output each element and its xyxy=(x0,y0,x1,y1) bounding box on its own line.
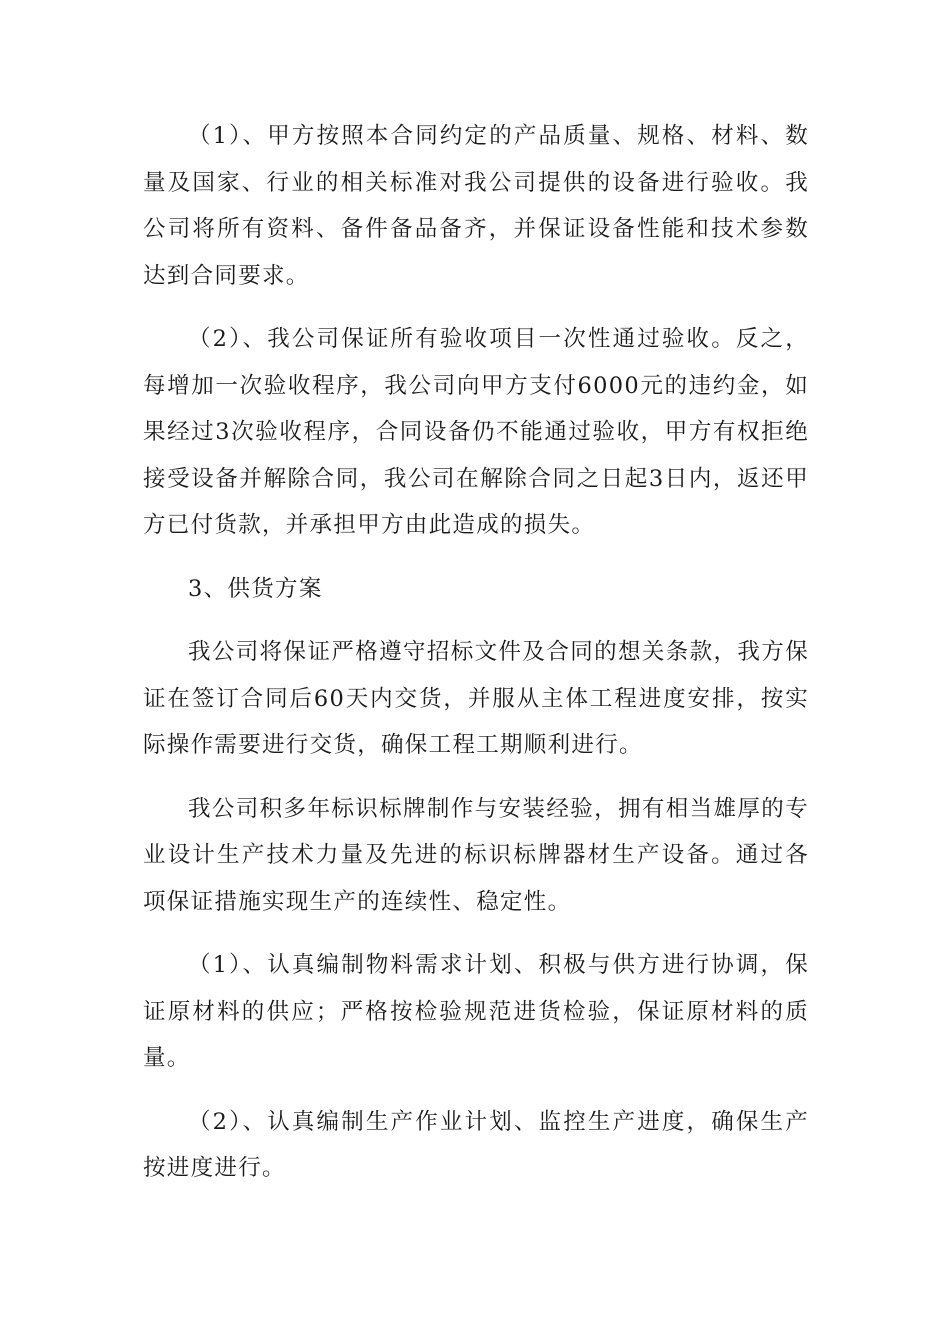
paragraph-material-planning: （1）、认真编制物料需求计划、积极与供方进行协调，保证原材料的供应；严格按检验规范进货检验，保证原材料的质量。 xyxy=(143,952,809,1071)
section-heading-supply-plan: 3、供货方案 xyxy=(188,575,323,602)
paragraph-acceptance-guarantee: （2）、我公司保证所有验收项目一次性通过验收。反之，每增加一次验收程序，我公司向甲方支付6000元的违约金，如果经过3次验收程序，合同设备仍不能通过验收，甲方有权拒绝接受设备并解除合同，我公司在解除合同之日起3日内，返还甲方已付货款，并承担甲方由此造成的损失。 xyxy=(143,326,809,538)
document-body xyxy=(143,113,809,1209)
paragraph-production-planning: （2）、认真编制生产作业计划、监控生产进度，确保生产按进度进行。 xyxy=(143,1108,809,1181)
paragraph-acceptance-standard: （1）、甲方按照本合同约定的产品质量、规格、材料、数量及国家、行业的相关标准对我公司提供的设备进行验收。我公司将所有资料、备件备品备齐，并保证设备性能和技术参数达到合同要求。 xyxy=(143,123,809,289)
paragraph-delivery-commitment: 我公司将保证严格遵守招标文件及合同的想关条款，我方保证在签订合同后60天内交货，并服从主体工程进度安排，按实际操作需要进行交货，确保工程工期顺利进行。 xyxy=(143,639,809,758)
paragraph-company-experience: 我公司积多年标识标牌制作与安装经验，拥有相当雄厚的专业设计生产技术力量及先进的标识标牌器材生产设备。通过各项保证措施实现生产的连续性、稳定性。 xyxy=(143,795,809,915)
